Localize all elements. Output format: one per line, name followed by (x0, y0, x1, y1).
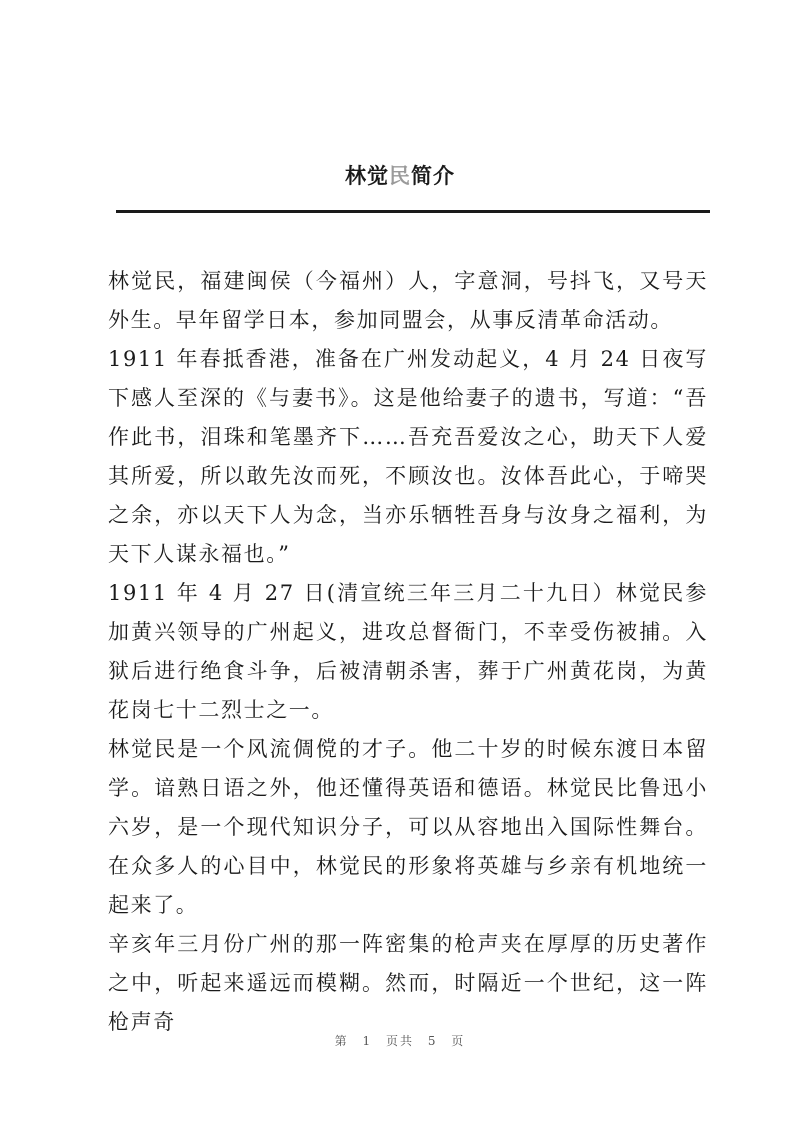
footer-page-number: 1 (362, 1034, 373, 1048)
page-footer (0, 1032, 800, 1049)
page-title (0, 160, 800, 190)
footer-page-mid: 页共 (385, 1034, 414, 1048)
paragraph: 林觉民是一个风流倜傥的才子。他二十岁的时候东渡日本留学。谙熟日语之外，他还懂得英语和德语。林觉民比鲁迅小六岁，是一个现代知识分子，可以从容地出入国际性舞台。在众多人的心目中，林觉民的形象将英雄与乡亲有机地统一起来了。 (108, 737, 708, 917)
paragraph: 辛亥年三月份广州的那一阵密集的枪声夹在厚厚的历史著作之中，听起来遥远而模糊。然而，时隔近一个世纪，这一阵枪声奇 (108, 932, 708, 1034)
footer-page-suffix: 页 (451, 1034, 466, 1048)
footer-page-total: 5 (427, 1034, 438, 1048)
document-body (108, 262, 708, 1042)
title-text-3: 简介 (411, 164, 455, 188)
paragraph: 1911 年春抵香港，准备在广州发动起义，4 月 24 日夜写下感人至深的《与妻书》。这是他给妻子的遗书，写道：“吾作此书，泪珠和笔墨齐下……吾充吾爱汝之心，助天下人爱其所爱，所以敢先汝而死，不顾汝也。汝体吾此心，于啼哭之余，亦以天下人为念，当亦乐牺牲吾身与汝身之福利，为天下人谋永福也。” (108, 347, 708, 566)
title-text-1: 林觉 (345, 164, 389, 188)
title-divider (116, 210, 710, 213)
footer-page-prefix: 第 (334, 1034, 349, 1048)
title-text-2: 民 (389, 164, 411, 188)
paragraph: 1911 年 4 月 27 日(清宣统三年三月二十九日）林觉民参加黄兴领导的广州起义，进攻总督衙门，不幸受伤被捕。入狱后进行绝食斗争，后被清朝杀害，葬于广州黄花岗，为黄花岗七十二烈士之一。 (108, 581, 708, 722)
paragraph: 林觉民，福建闽侯（今福州）人，字意洞，号抖飞，又号天外生。早年留学日本，参加同盟会，从事反清革命活动。 (108, 269, 708, 332)
